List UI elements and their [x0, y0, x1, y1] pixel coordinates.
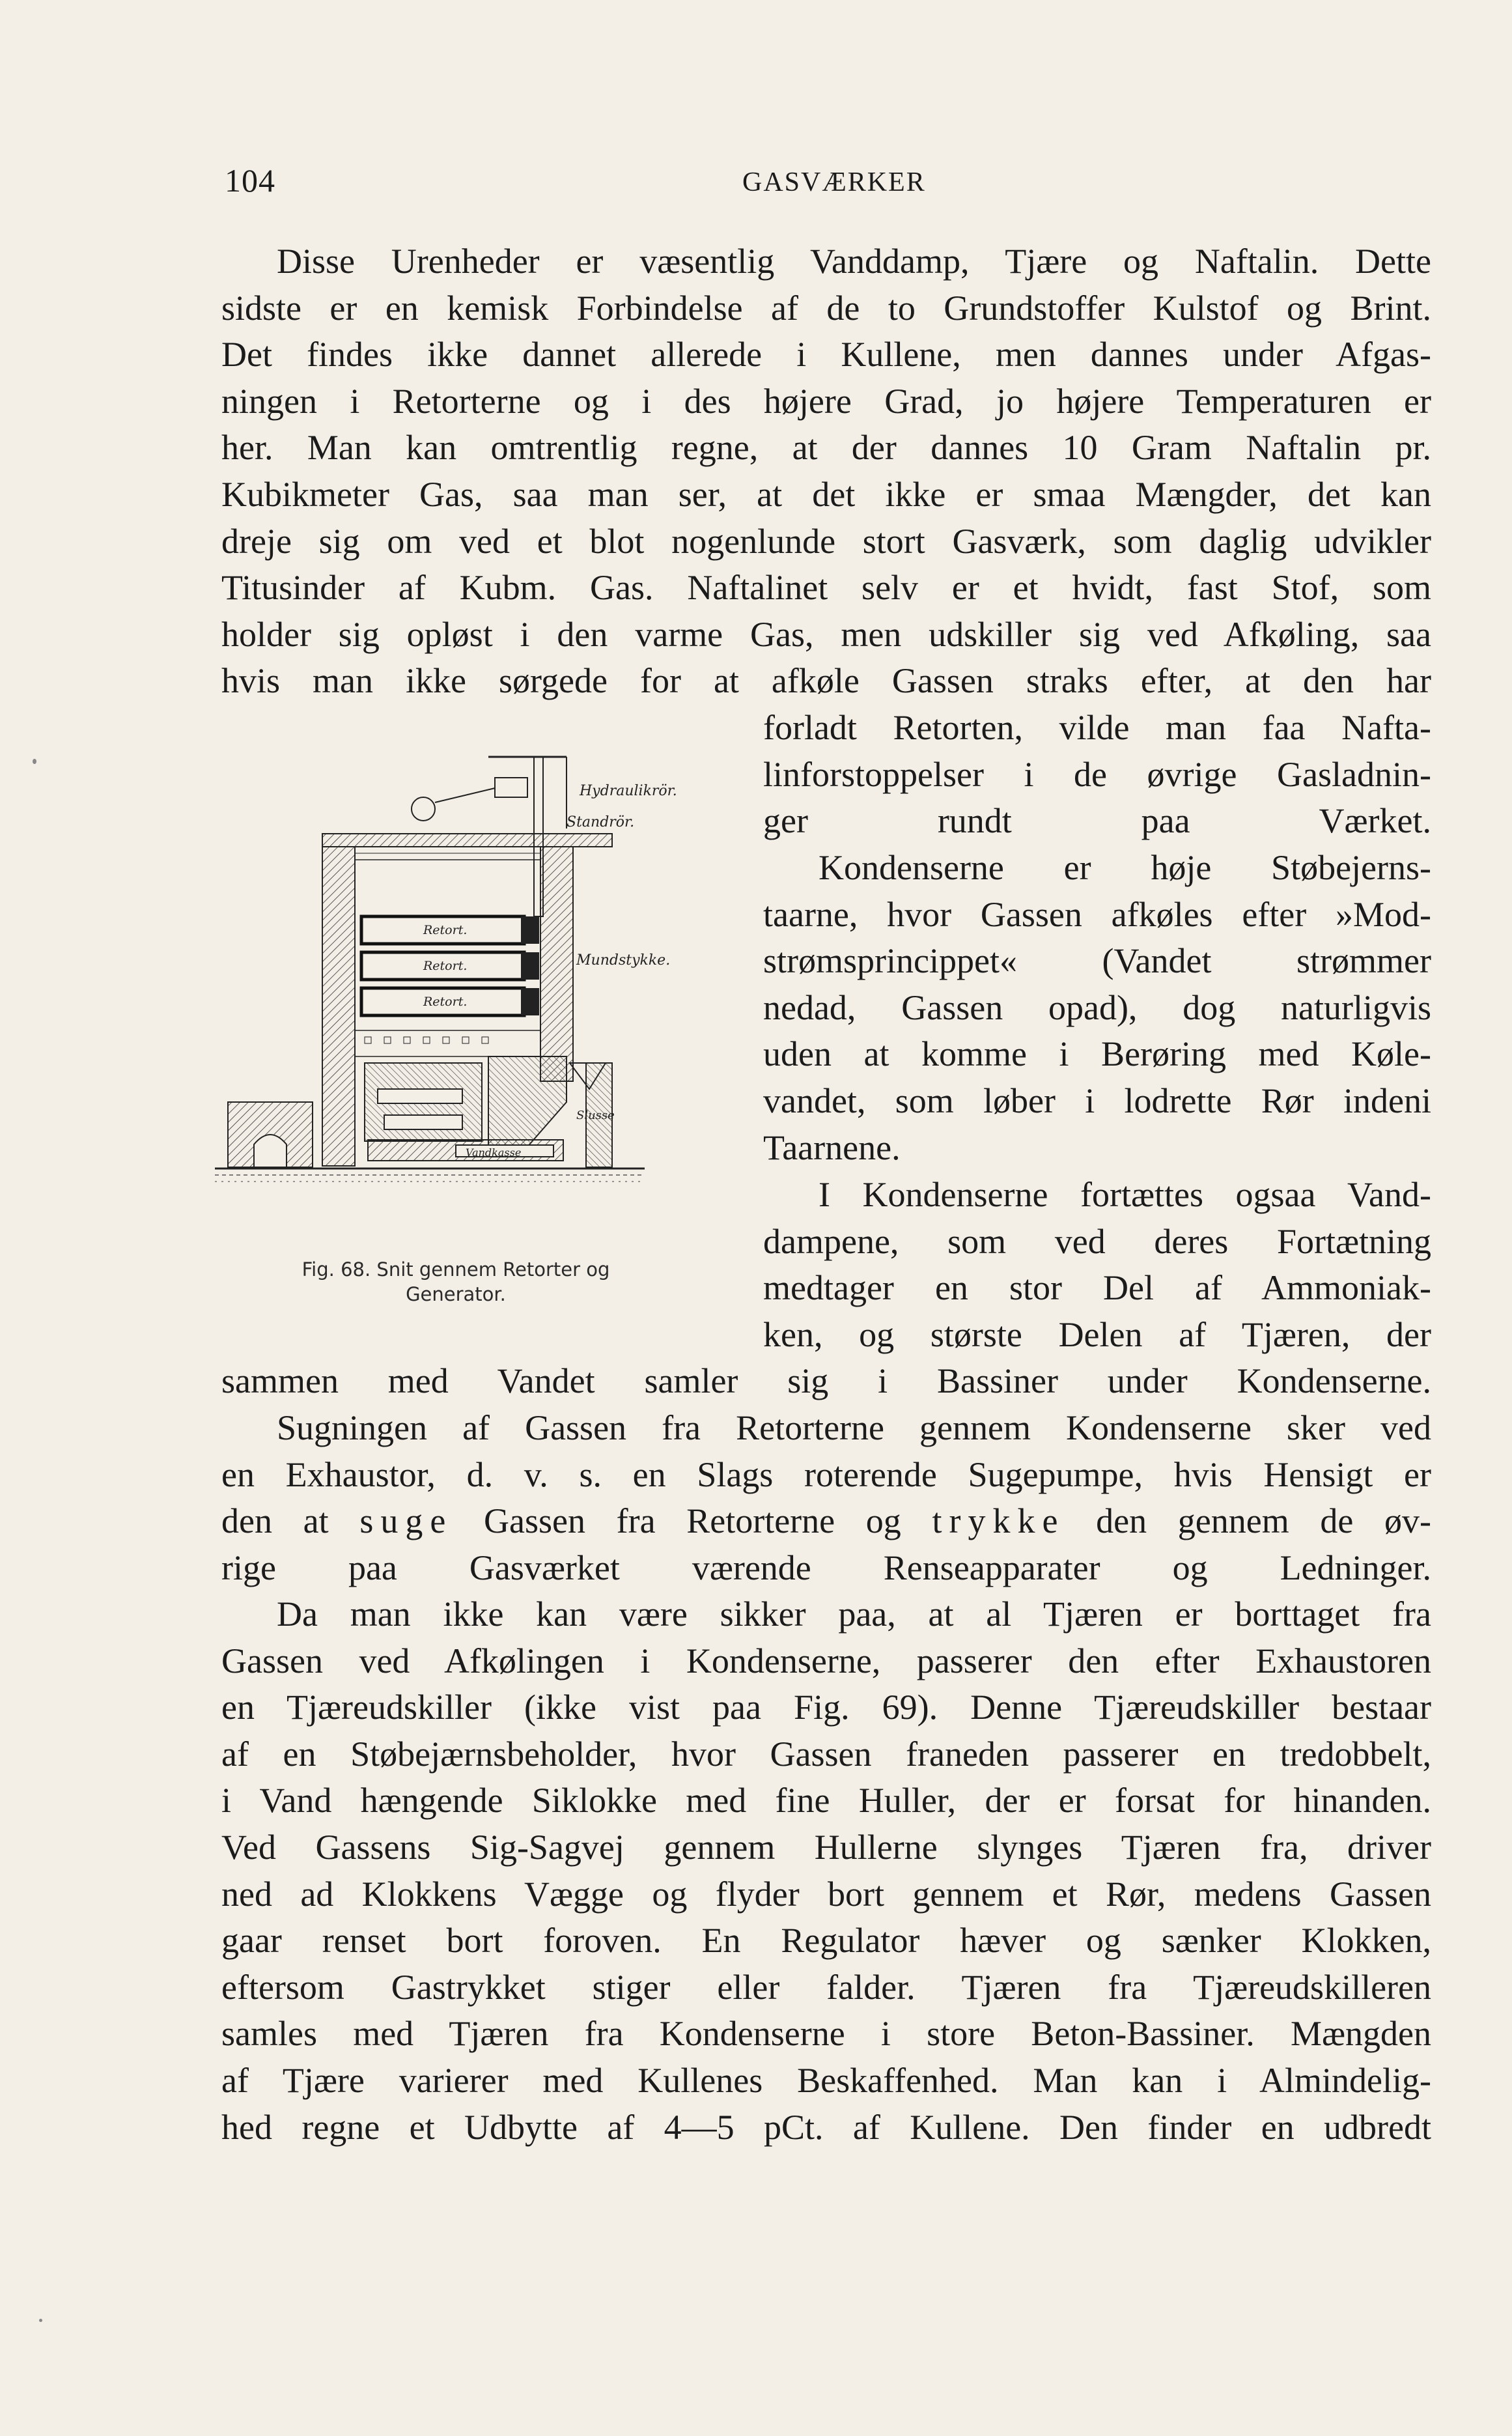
text-line: her. Man kan omtrentlig regne, at der dannes 10 Gram Naftalin pr. [221, 428, 1431, 468]
firebox-door [228, 1102, 313, 1167]
text-line: dreje sig om ved et blot nogenlunde stort Gasværk, som daglig udvikler [221, 521, 1431, 561]
text-line: holder sig opløst i den varme Gas, men udskiller sig ved Afkøling, saa [221, 614, 1431, 654]
figure-caption [241, 1257, 671, 1307]
figure-retort-section [215, 737, 736, 1252]
paper-speck [39, 2319, 42, 2322]
paper-speck [33, 759, 36, 764]
text-line: rige paa Gasværket værende Renseapparater og Ledninger. [221, 1548, 1431, 1587]
text-line: nedad, Gassen opad), dog naturligvis [763, 987, 1431, 1027]
text-line: dampene, som ved deres Fortætning [763, 1221, 1431, 1261]
text-line: Det findes ikke dannet allerede i Kullene, men dannes under Afgas- [221, 335, 1431, 375]
text-line: medtager en stor Del af Ammoniak- [763, 1268, 1431, 1308]
text-line: uden at komme i Berøring med Køle- [763, 1034, 1431, 1074]
text-line: af Tjære varierer med Kullenes Beskaffenhed. Man kan i Almindelig- [221, 2060, 1431, 2100]
ground-line [215, 1168, 645, 1182]
paragraph-2 [763, 845, 1431, 1171]
text-line: Titusinder af Kubm. Gas. Naftalinet selv er et hvidt, fast Stof, som [221, 568, 1431, 608]
retort-diagram [215, 737, 736, 1252]
text-line: Ved Gassens Sig-Sagvej gennem Hullerne slynges Tjæren fra, driver [221, 1827, 1431, 1867]
text-line: en Tjæreudskiller (ikke vist paa Fig. 69). Denne Tjæreudskiller bestaar [221, 1688, 1431, 1727]
text-line: vandet, som løber i lodrette Rør indeni [763, 1081, 1431, 1120]
label-vandkasse: Vandkasse [466, 1146, 522, 1159]
text-line: af en Støbejærnsbeholder, hvor Gassen franeden passerer en tredobbelt, [221, 1734, 1431, 1774]
text-line: Da man ikke kan være sikker paa, at al Tjæren er borttaget fra [277, 1594, 1431, 1634]
label-retort-2: Retort. [423, 959, 468, 973]
caption-line: Generator. [406, 1283, 506, 1305]
text-line: I Kondenserne fortættes ogsaa Vand- [819, 1175, 1431, 1214]
text-line: den at suge Gassen fra Retorterne og trykke den gennem de øv- [221, 1501, 1432, 1541]
paragraph-1 [221, 238, 1431, 705]
text-line: sammen med Vandet samler sig i Bassiner under Kondenserne. [221, 1361, 1431, 1400]
text-line: hvis man ikke sørgede for at afkøle Gassen straks efter, at den har [221, 661, 1431, 701]
text-line: eftersom Gastrykket stiger eller falder. Tjæren fra Tjæreudskilleren [221, 1967, 1431, 2007]
emphasis-suge: suge [359, 1501, 453, 1541]
running-title: GASVÆRKER [742, 167, 926, 197]
text-line: gaar renset bort foroven. En Regulator hæver og sænker Klokken, [221, 1921, 1431, 1961]
text-line: sidste er en kemisk Forbindelse af de to Grundstoffer Kulstof og Brint. [221, 288, 1431, 328]
text-line: ned ad Klokkens Vægge og flyder bort gennem et Rør, medens Gassen [221, 1874, 1431, 1914]
text-line: forladt Retorten, vilde man faa Nafta- [763, 708, 1431, 747]
text-line: Taarnene. [763, 1127, 901, 1167]
label-hydraulik: Hydraulikrör. [580, 783, 677, 799]
label-retort-3: Retort. [423, 995, 468, 1009]
paragraph-1-continued [763, 705, 1431, 845]
label-retort-1: Retort. [423, 923, 468, 937]
text-line: Disse Urenheder er væsentlig Vanddamp, Tjære og Naftalin. Dette [277, 242, 1431, 281]
text-line: strømsprincippet« (Vandet strømmer [763, 941, 1431, 981]
text-line: ningen i Retorterne og i des højere Grad, jo højere Temperaturen er [221, 381, 1431, 421]
label-mund: Mundstykke. [576, 952, 671, 969]
label-stand: Standrör. [567, 814, 635, 830]
text-line: Kondenserne er høje Støbejerns- [819, 848, 1431, 887]
text-line: Kubikmeter Gas, saa man ser, at det ikke er smaa Mængder, det kan [221, 474, 1431, 514]
emphasis-trykke: trykke [932, 1501, 1065, 1541]
text-line: en Exhaustor, d. v. s. en Slags roterende Sugepumpe, hvis Hensigt er [221, 1454, 1431, 1494]
label-slusse: Slusse [576, 1109, 615, 1122]
text-line: ken, og største Delen af Tjæren, der [763, 1314, 1431, 1354]
paragraph-4 [221, 1405, 1431, 1591]
text-line: i Vand hængende Siklokke med fine Huller, der er forsat for hinanden. [221, 1781, 1431, 1820]
paragraph-3-end [221, 1358, 1431, 1405]
text-line: Sugningen af Gassen fra Retorterne gennem Kondenserne sker ved [277, 1408, 1431, 1447]
text-line: linforstoppelser i de øvrige Gasladnin- [763, 754, 1431, 794]
text-line: taarne, hvor Gassen afkøles efter »Mod- [763, 894, 1431, 934]
text-line: samles med Tjæren fra Kondenserne i store Beton-Bassiner. Mængden [221, 2014, 1431, 2054]
text-line: Gassen ved Afkølingen i Kondenserne, passerer den efter Exhaustoren [221, 1641, 1431, 1680]
text-line: hed regne et Udbytte af 4—5 pCt. af Kullene. Den finder en udbredt [221, 2107, 1431, 2147]
page-number: 104 [225, 162, 275, 199]
text-line: ger rundt paa Værket. [763, 801, 1431, 841]
caption-line: Fig. 68. Snit gennem Retorter og [301, 1258, 610, 1281]
paragraph-3 [763, 1172, 1431, 1358]
paragraph-5 [221, 1591, 1431, 2151]
